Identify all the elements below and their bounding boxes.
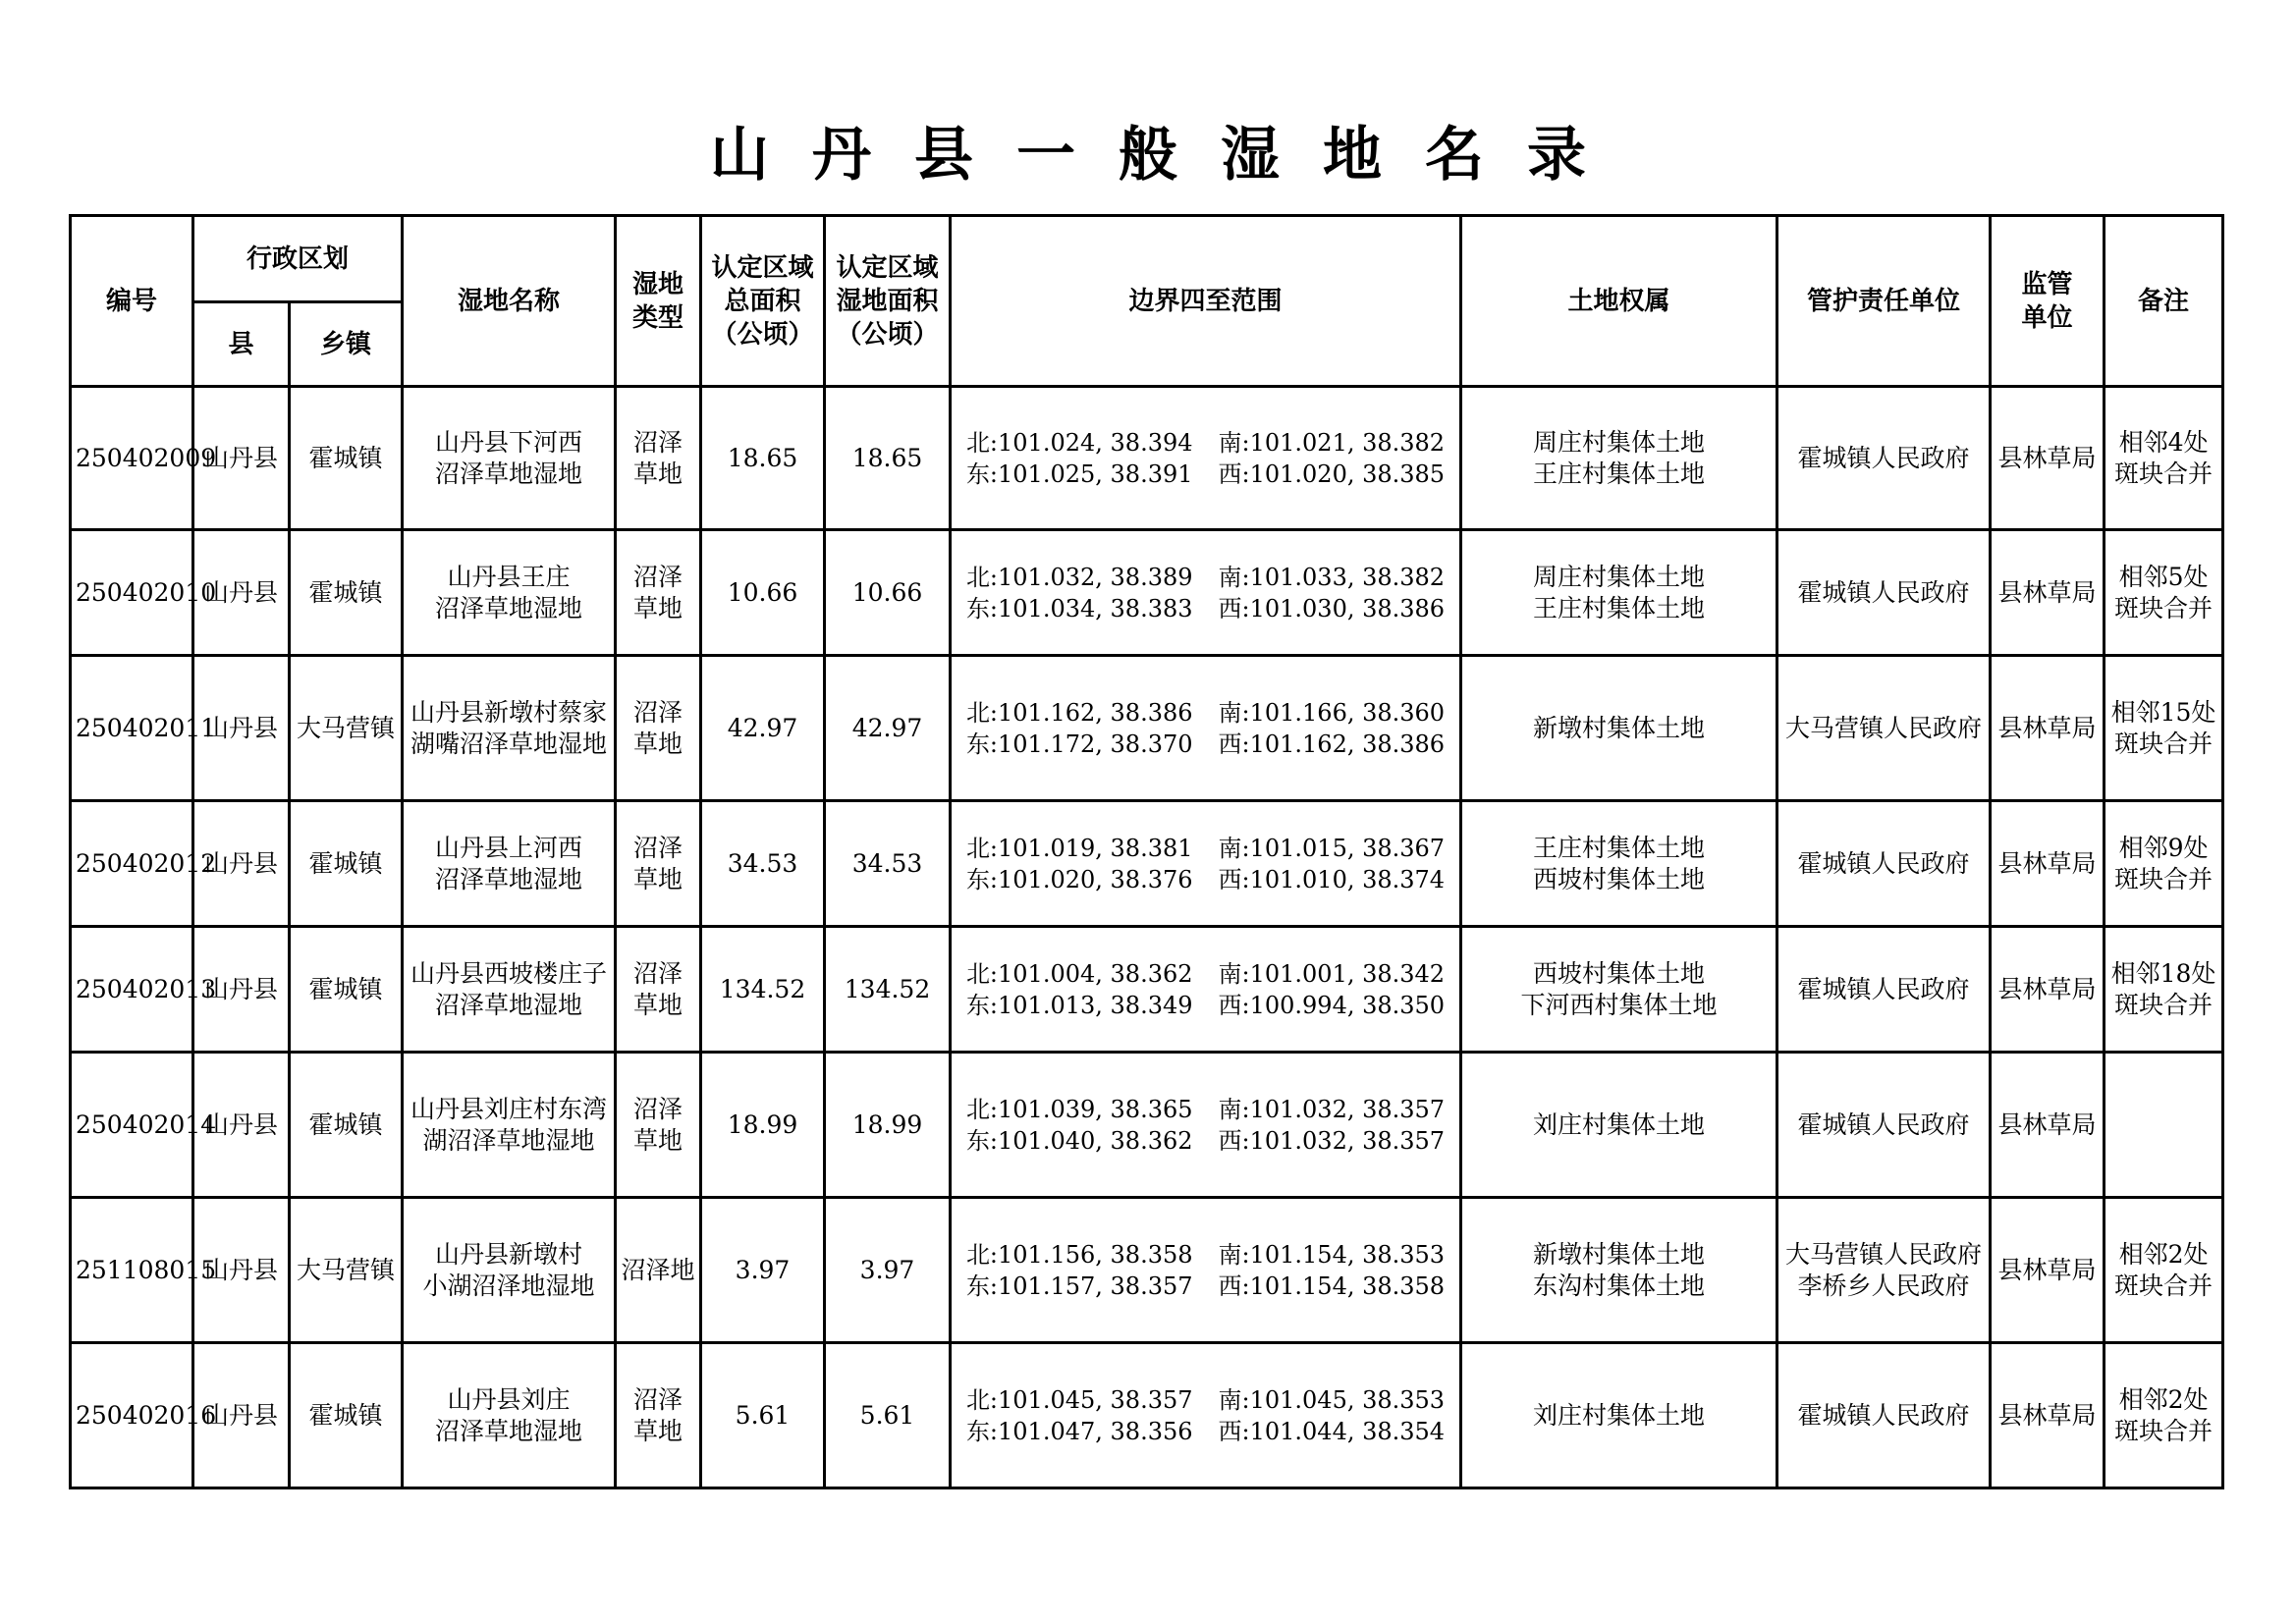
remark-line1: 相邻18处 [2110, 958, 2216, 988]
ownership-line1: 周庄村集体土地 [1533, 427, 1706, 457]
header-wetland-area-line2: 湿地面积 [836, 286, 939, 316]
total-area-value: 34.53 [727, 848, 798, 878]
cell-ownership [1461, 1053, 1777, 1198]
cell-town [290, 927, 403, 1053]
wetland-type-line1: 沼泽 [633, 427, 683, 457]
cell-responsible [1777, 801, 1991, 927]
remark-line1: 相邻4处 [2118, 427, 2209, 457]
cell-remark [2105, 801, 2223, 927]
cell-boundary [951, 656, 1461, 801]
supervisor-text: 县林草局 [1997, 974, 2097, 1003]
cell-wetland-type [616, 1053, 701, 1198]
cell-total-area [701, 1343, 825, 1488]
cell-town [290, 1053, 403, 1198]
supervisor-text: 县林草局 [1997, 577, 2097, 607]
wetland-type-line1: 沼泽 [633, 1094, 683, 1123]
ownership-line2: 西坡村集体土地 [1533, 864, 1706, 893]
ownership-line1: 周庄村集体土地 [1533, 562, 1706, 591]
wetland-register-table [69, 214, 2224, 1489]
boundary-west: 西:101.044, 38.354 [1218, 1417, 1446, 1445]
code-text: 250402013 [76, 974, 217, 1003]
wetland-type-line2: 草地 [633, 459, 683, 488]
cell-boundary [951, 387, 1461, 530]
header-wetland-name: 湿地名称 [403, 216, 616, 387]
cell-wetland-area [825, 656, 951, 801]
wetland-name-line1: 山丹县王庄 [447, 562, 571, 591]
wetland-type-line2: 草地 [633, 729, 683, 758]
boundary-south: 南:101.021, 38.382 [1218, 428, 1446, 457]
cell-wetland-type [616, 530, 701, 656]
total-area-value: 3.97 [735, 1255, 791, 1284]
cell-total-area [701, 1198, 825, 1343]
wetland-area-value: 18.99 [851, 1109, 923, 1139]
cell-code [71, 387, 217, 530]
wetland-area-value: 10.66 [851, 577, 923, 607]
wetland-name-line2: 沼泽草地湿地 [435, 459, 583, 488]
header-code: 编号 [71, 216, 193, 387]
boundary-east: 东:101.034, 38.383 [965, 594, 1193, 622]
wetland-type-line1: 沼泽 [633, 958, 683, 988]
total-area-value: 18.65 [727, 443, 798, 472]
wetland-type-line1: 沼泽 [633, 833, 683, 862]
boundary-east: 东:101.157, 38.357 [965, 1271, 1193, 1300]
wetland-type-line1: 沼泽 [633, 1384, 683, 1414]
cell-county [193, 1343, 290, 1488]
boundary-south: 南:101.154, 38.353 [1218, 1240, 1446, 1269]
ownership-line1: 新墩村集体土地 [1533, 1239, 1706, 1269]
boundary-south: 南:101.045, 38.353 [1218, 1385, 1446, 1414]
cell-wetland-area [825, 801, 951, 927]
header-wetland-type [616, 216, 701, 387]
town-text: 大马营镇 [297, 1255, 396, 1284]
table-row [71, 1053, 2223, 1198]
cell-ownership [1461, 927, 1777, 1053]
cell-remark [2105, 927, 2223, 1053]
wetland-name-line2: 沼泽草地湿地 [435, 864, 583, 893]
cell-wetland-area [825, 927, 951, 1053]
cell-wetland-name [403, 927, 616, 1053]
boundary-west: 西:101.030, 38.386 [1218, 594, 1446, 622]
total-area-value: 18.99 [727, 1109, 798, 1139]
responsible-line2: 李桥乡人民政府 [1797, 1271, 1970, 1300]
cell-supervisor [1991, 1343, 2105, 1488]
page-title [0, 116, 2296, 194]
boundary-east: 东:101.040, 38.362 [965, 1126, 1193, 1155]
boundary-east: 东:101.013, 38.349 [965, 991, 1193, 1019]
supervisor-text: 县林草局 [1997, 713, 2097, 742]
cell-county [193, 530, 290, 656]
wetland-area-value: 3.97 [859, 1255, 915, 1284]
total-area-value: 42.97 [727, 713, 798, 742]
cell-town [290, 530, 403, 656]
supervisor-text: 县林草局 [1997, 1400, 2097, 1430]
remark-line2: 斑块合并 [2114, 990, 2214, 1019]
total-area-value: 10.66 [727, 577, 798, 607]
wetland-area-value: 18.65 [851, 443, 923, 472]
cell-remark [2105, 1343, 2223, 1488]
wetland-name-line1: 山丹县下河西 [435, 427, 583, 457]
header-ownership: 土地权属 [1461, 216, 1777, 387]
cell-supervisor [1991, 387, 2105, 530]
wetland-type-line1: 沼泽 [633, 562, 683, 591]
cell-supervisor [1991, 801, 2105, 927]
header-county: 县 [193, 302, 290, 387]
responsible-line1: 霍城镇人民政府 [1797, 443, 1970, 472]
wetland-name-line2: 沼泽草地湿地 [435, 1416, 583, 1445]
title-char: 录 [1527, 121, 1586, 189]
responsible-line1: 大马营镇人民政府 [1785, 713, 1983, 742]
cell-county [193, 801, 290, 927]
cell-supervisor [1991, 1198, 2105, 1343]
cell-ownership [1461, 801, 1777, 927]
cell-total-area [701, 387, 825, 530]
code-text: 250402009 [76, 443, 217, 472]
code-text: 251108015 [76, 1255, 217, 1284]
cell-code [71, 1343, 217, 1488]
wetland-name-line2: 沼泽草地湿地 [435, 593, 583, 622]
town-text: 霍城镇 [308, 974, 383, 1003]
cell-supervisor [1991, 927, 2105, 1053]
county-text: 山丹县 [203, 1255, 278, 1284]
cell-town [290, 1343, 403, 1488]
boundary-south: 南:101.033, 38.382 [1218, 563, 1446, 591]
cell-responsible [1777, 656, 1991, 801]
cell-responsible [1777, 530, 1991, 656]
cell-wetland-area [825, 1053, 951, 1198]
wetland-name-line2: 湖嘴沼泽草地湿地 [410, 729, 608, 758]
wetland-name-line2: 湖沼泽草地湿地 [422, 1125, 595, 1155]
boundary-north: 北:101.032, 38.389 [965, 563, 1193, 591]
county-text: 山丹县 [203, 577, 278, 607]
cell-wetland-area [825, 1198, 951, 1343]
remark-line2: 斑块合并 [2114, 593, 2214, 622]
cell-remark [2105, 1198, 2223, 1343]
cell-boundary [951, 530, 1461, 656]
cell-code [71, 927, 217, 1053]
ownership-line2: 王庄村集体土地 [1533, 593, 1706, 622]
boundary-east: 东:101.047, 38.356 [965, 1417, 1193, 1445]
cell-remark [2105, 1053, 2223, 1198]
cell-remark [2105, 387, 2223, 530]
wetland-type-line2: 草地 [633, 990, 683, 1019]
cell-supervisor [1991, 1053, 2105, 1198]
remark-line1: 相邻9处 [2118, 833, 2209, 862]
cell-boundary [951, 801, 1461, 927]
supervisor-text: 县林草局 [1997, 1109, 2097, 1139]
cell-wetland-name [403, 530, 616, 656]
code-text: 250402012 [76, 848, 217, 878]
total-area-value: 134.52 [719, 974, 806, 1003]
wetland-name-line1: 山丹县刘庄 [447, 1384, 571, 1414]
header-wetland-area-line3: （公顷） [836, 319, 939, 350]
cell-code [71, 530, 217, 656]
cell-total-area [701, 927, 825, 1053]
cell-code [71, 801, 217, 927]
code-text: 250402010 [76, 577, 217, 607]
cell-town [290, 801, 403, 927]
title-char: 地 [1323, 121, 1382, 189]
cell-supervisor [1991, 656, 2105, 801]
cell-wetland-area [825, 1343, 951, 1488]
cell-total-area [701, 656, 825, 801]
cell-town [290, 387, 403, 530]
wetland-area-value: 5.61 [859, 1400, 915, 1430]
table-row [71, 801, 2223, 927]
cell-ownership [1461, 387, 1777, 530]
cell-county [193, 387, 290, 530]
ownership-line1: 王庄村集体土地 [1533, 833, 1706, 862]
remark-line2: 斑块合并 [2114, 1271, 2214, 1300]
title-char: 般 [1119, 121, 1177, 189]
wetland-name-line1: 山丹县新墩村蔡家 [410, 697, 608, 727]
header-wetland-area-line1: 认定区域 [836, 252, 939, 283]
table-row [71, 927, 2223, 1053]
header-total-area-line1: 认定区域 [711, 252, 814, 283]
boundary-west: 西:100.994, 38.350 [1218, 991, 1446, 1019]
cell-county [193, 656, 290, 801]
responsible-line1: 霍城镇人民政府 [1797, 848, 1970, 878]
county-text: 山丹县 [203, 1109, 278, 1139]
boundary-north: 北:101.019, 38.381 [965, 834, 1193, 862]
title-char: 湿 [1221, 121, 1280, 189]
header-town: 乡镇 [290, 302, 403, 387]
cell-wetland-type [616, 801, 701, 927]
cell-wetland-area [825, 387, 951, 530]
town-text: 大马营镇 [297, 713, 396, 742]
wetland-area-value: 42.97 [851, 713, 923, 742]
header-boundary: 边界四至范围 [951, 216, 1461, 387]
boundary-east: 东:101.172, 38.370 [965, 730, 1193, 758]
wetland-name-line1: 山丹县新墩村 [435, 1239, 583, 1269]
wetland-type-line2: 草地 [633, 864, 683, 893]
title-char: 名 [1425, 121, 1484, 189]
responsible-line1: 霍城镇人民政府 [1797, 1400, 1970, 1430]
county-text: 山丹县 [203, 848, 278, 878]
ownership-line1: 刘庄村集体土地 [1533, 1109, 1706, 1139]
responsible-line1: 霍城镇人民政府 [1797, 1109, 1970, 1139]
town-text: 霍城镇 [308, 577, 383, 607]
cell-boundary [951, 927, 1461, 1053]
cell-code [71, 656, 217, 801]
ownership-line2: 王庄村集体土地 [1533, 459, 1706, 488]
cell-county [193, 927, 290, 1053]
title-char: 丹 [812, 121, 871, 189]
cell-boundary [951, 1198, 1461, 1343]
ownership-line1: 西坡村集体土地 [1533, 958, 1706, 988]
header-responsible: 管护责任单位 [1777, 216, 1991, 387]
cell-wetland-type [616, 656, 701, 801]
wetland-name-line1: 山丹县西坡楼庄子 [410, 958, 608, 988]
code-text: 250402016 [76, 1400, 217, 1430]
ownership-line2: 东沟村集体土地 [1533, 1271, 1706, 1300]
wetland-type-line1: 沼泽地 [621, 1255, 695, 1284]
header-supervisor-line2: 单位 [2021, 302, 2073, 333]
cell-wetland-area [825, 530, 951, 656]
cell-wetland-name [403, 1198, 616, 1343]
responsible-line1: 大马营镇人民政府 [1785, 1239, 1983, 1269]
cell-ownership [1461, 1198, 1777, 1343]
cell-total-area [701, 801, 825, 927]
supervisor-text: 县林草局 [1997, 848, 2097, 878]
boundary-south: 南:101.001, 38.342 [1218, 959, 1446, 988]
cell-town [290, 1198, 403, 1343]
cell-remark [2105, 530, 2223, 656]
table-header [71, 216, 2223, 387]
cell-responsible [1777, 1198, 1991, 1343]
code-text: 250402011 [76, 713, 217, 742]
boundary-west: 西:101.010, 38.374 [1218, 865, 1446, 893]
county-text: 山丹县 [203, 1400, 278, 1430]
cell-county [193, 1198, 290, 1343]
remark-line1: 相邻5处 [2118, 562, 2209, 591]
county-text: 山丹县 [203, 443, 278, 472]
wetland-name-line1: 山丹县刘庄村东湾 [410, 1094, 608, 1123]
title-char: 山 [710, 121, 769, 189]
boundary-north: 北:101.024, 38.394 [965, 428, 1193, 457]
cell-code [71, 1053, 217, 1198]
county-text: 山丹县 [203, 974, 278, 1003]
cell-supervisor [1991, 530, 2105, 656]
boundary-north: 北:101.004, 38.362 [965, 959, 1193, 988]
cell-wetland-name [403, 1053, 616, 1198]
cell-responsible [1777, 387, 1991, 530]
header-total-area-line2: 总面积 [724, 286, 801, 316]
table-row [71, 530, 2223, 656]
cell-remark [2105, 656, 2223, 801]
boundary-north: 北:101.156, 38.358 [965, 1240, 1193, 1269]
boundary-west: 西:101.032, 38.357 [1218, 1126, 1446, 1155]
town-text: 霍城镇 [308, 443, 383, 472]
town-text: 霍城镇 [308, 1109, 383, 1139]
code-text: 250402014 [76, 1109, 217, 1139]
total-area-value: 5.61 [735, 1400, 791, 1430]
remark-line2: 斑块合并 [2114, 459, 2214, 488]
cell-code [71, 1198, 217, 1343]
header-wetland-type-line2: 类型 [632, 302, 684, 333]
boundary-west: 西:101.020, 38.385 [1218, 460, 1446, 488]
remark-line2: 斑块合并 [2114, 1416, 2214, 1445]
cell-county [193, 1053, 290, 1198]
cell-wetland-type [616, 1198, 701, 1343]
cell-ownership [1461, 530, 1777, 656]
boundary-south: 南:101.166, 38.360 [1218, 698, 1446, 727]
cell-wetland-name [403, 656, 616, 801]
remark-line2: 斑块合并 [2114, 864, 2214, 893]
wetland-area-value: 134.52 [844, 974, 931, 1003]
boundary-west: 西:101.162, 38.386 [1218, 730, 1446, 758]
supervisor-text: 县林草局 [1997, 443, 2097, 472]
table-row [71, 656, 2223, 801]
wetland-type-line1: 沼泽 [633, 697, 683, 727]
cell-responsible [1777, 1343, 1991, 1488]
cell-total-area [701, 1053, 825, 1198]
boundary-south: 南:101.032, 38.357 [1218, 1095, 1446, 1123]
wetland-type-line2: 草地 [633, 1416, 683, 1445]
cell-boundary [951, 1053, 1461, 1198]
cell-ownership [1461, 656, 1777, 801]
boundary-west: 西:101.154, 38.358 [1218, 1271, 1446, 1300]
remark-line1: 相邻2处 [2118, 1384, 2209, 1414]
title-char: 一 [1016, 121, 1075, 189]
wetland-type-line2: 草地 [633, 1125, 683, 1155]
wetland-type-line2: 草地 [633, 593, 683, 622]
cell-wetland-name [403, 387, 616, 530]
remark-line2: 斑块合并 [2114, 729, 2214, 758]
boundary-north: 北:101.162, 38.386 [965, 698, 1193, 727]
header-supervisor [1991, 216, 2105, 387]
wetland-name-line2: 沼泽草地湿地 [435, 990, 583, 1019]
cell-town [290, 656, 403, 801]
wetland-name-line1: 山丹县上河西 [435, 833, 583, 862]
wetland-name-line2: 小湖沼泽地湿地 [422, 1271, 595, 1300]
cell-responsible [1777, 927, 1991, 1053]
supervisor-text: 县林草局 [1997, 1255, 2097, 1284]
title-char: 县 [914, 121, 973, 189]
boundary-east: 东:101.025, 38.391 [965, 460, 1193, 488]
cell-boundary [951, 1343, 1461, 1488]
boundary-north: 北:101.045, 38.357 [965, 1385, 1193, 1414]
county-text: 山丹县 [203, 713, 278, 742]
header-total-area [701, 216, 825, 387]
cell-responsible [1777, 1053, 1991, 1198]
table-row [71, 387, 2223, 530]
town-text: 霍城镇 [308, 1400, 383, 1430]
header-total-area-line3: （公顷） [711, 319, 814, 350]
cell-wetland-type [616, 1343, 701, 1488]
header-wetland-area [825, 216, 951, 387]
header-admin-region: 行政区划 [193, 216, 403, 302]
cell-wetland-name [403, 1343, 616, 1488]
cell-wetland-type [616, 387, 701, 530]
ownership-line2: 下河西村集体土地 [1520, 990, 1718, 1019]
table-row [71, 1198, 2223, 1343]
wetland-area-value: 34.53 [851, 848, 923, 878]
boundary-south: 南:101.015, 38.367 [1218, 834, 1446, 862]
cell-ownership [1461, 1343, 1777, 1488]
cell-wetland-type [616, 927, 701, 1053]
header-supervisor-line1: 监管 [2021, 269, 2073, 299]
responsible-line1: 霍城镇人民政府 [1797, 974, 1970, 1003]
header-wetland-type-line1: 湿地 [632, 269, 684, 299]
boundary-east: 东:101.020, 38.376 [965, 865, 1193, 893]
cell-wetland-name [403, 801, 616, 927]
ownership-line1: 新墩村集体土地 [1533, 713, 1706, 742]
table-body [71, 387, 2223, 1488]
town-text: 霍城镇 [308, 848, 383, 878]
remark-line1: 相邻2处 [2118, 1239, 2209, 1269]
header-remark: 备注 [2105, 216, 2223, 387]
remark-line1: 相邻15处 [2110, 697, 2216, 727]
responsible-line1: 霍城镇人民政府 [1797, 577, 1970, 607]
cell-total-area [701, 530, 825, 656]
boundary-north: 北:101.039, 38.365 [965, 1095, 1193, 1123]
ownership-line1: 刘庄村集体土地 [1533, 1400, 1706, 1430]
table-row [71, 1343, 2223, 1488]
